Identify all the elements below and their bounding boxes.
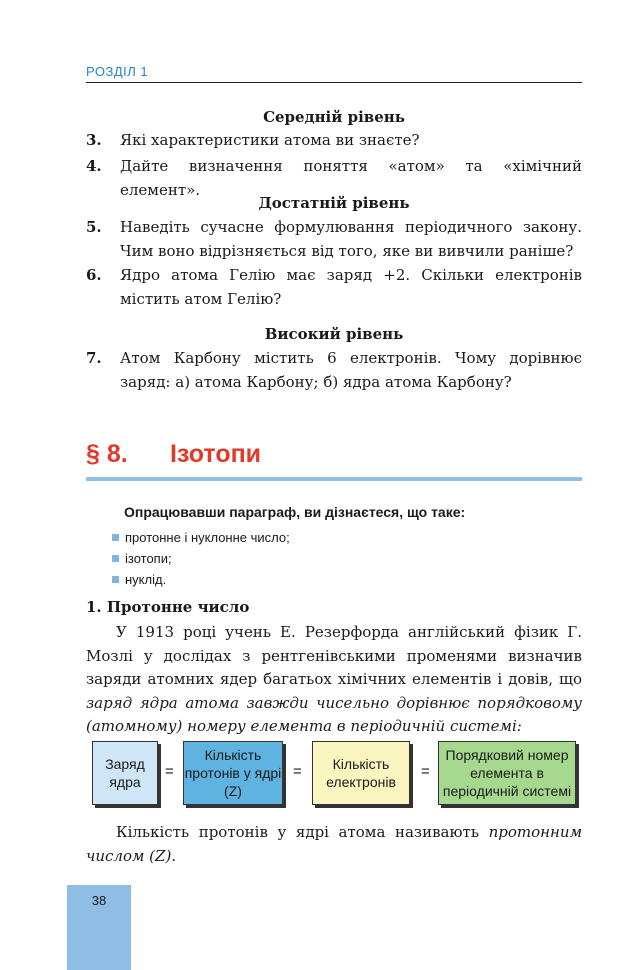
question-6 — [86, 263, 582, 311]
diagram-box-nucleus-charge: Заряд ядра — [92, 741, 158, 805]
question-number: 5. — [86, 218, 102, 236]
bullet-square-icon — [112, 576, 119, 583]
header-rule — [86, 82, 582, 83]
question-text: Ядро атома Гелію має заряд +2. Скільки електронів містить атом Гелію? — [120, 266, 582, 308]
level-sufficient-title: Достатній рівень — [258, 194, 410, 212]
bullet-item: ізотопи; — [112, 551, 172, 566]
body-paragraph: У 1913 році учень Е. Резерфорда англійський фізик Г. Мозлі у дослідах з рентгенівськими променями визначив заряди атомних ядер багатьох хімічних елементів і довів, що заряд ядра атома завжди чисельно дорівнює порядковому (атомному) номеру елемента в періодичній системі: — [86, 623, 582, 735]
question-text: Атом Карбону містить 6 електронів. Чому дорівнює заряд: а) атома Карбону; б) ядра атома Карбону? — [120, 349, 582, 391]
question-3 — [86, 128, 582, 152]
bullet-item: протонне і нуклонне число; — [112, 530, 290, 545]
bullet-square-icon — [112, 534, 119, 541]
conclusion-paragraph: Кількість протонів у ядрі атома називають протонним числом (Z). — [86, 823, 582, 865]
paragraph-number: § 8. — [86, 440, 128, 468]
bullet-square-icon — [112, 555, 119, 562]
diagram-box-atomic-number: Порядковий номер елемента в періодичній системі — [438, 741, 576, 805]
section-label: РОЗДІЛ 1 — [86, 64, 149, 79]
question-text: Дайте визначення поняття «атом» та «хімічний елемент». — [120, 157, 582, 199]
paragraph-title: Ізотопи — [170, 440, 262, 468]
level-medium-title: Середній рівень — [263, 108, 405, 126]
level-high-title: Високий рівень — [264, 325, 404, 343]
paragraph-rule — [86, 477, 582, 481]
question-5 — [86, 215, 582, 263]
diagram-box-electrons: Кількість електронів — [312, 741, 410, 805]
question-7 — [86, 346, 582, 394]
equals-sign: = — [293, 763, 302, 780]
paragraph-intro: Опрацювавши параграф, ви дізнаєтеся, що таке: — [124, 504, 466, 520]
question-number: 3. — [86, 131, 102, 149]
question-number: 6. — [86, 266, 102, 284]
equals-sign: = — [421, 763, 430, 780]
question-number: 7. — [86, 349, 102, 367]
question-text: Наведіть сучасне формулювання періодичного закону. Чим воно відрізняється від того, яке ви вивчили раніше? — [120, 218, 582, 260]
question-text: Які характеристики атома ви знаєте? — [120, 131, 420, 149]
question-number: 4. — [86, 157, 102, 175]
page-number: 38 — [91, 893, 107, 908]
equals-sign: = — [165, 763, 174, 780]
bullet-item: нуклід. — [112, 572, 166, 587]
diagram-box-protons: Кількість протонів у ядрі (Z) — [183, 741, 283, 805]
subsection-title: 1. Протонне число — [86, 598, 250, 616]
